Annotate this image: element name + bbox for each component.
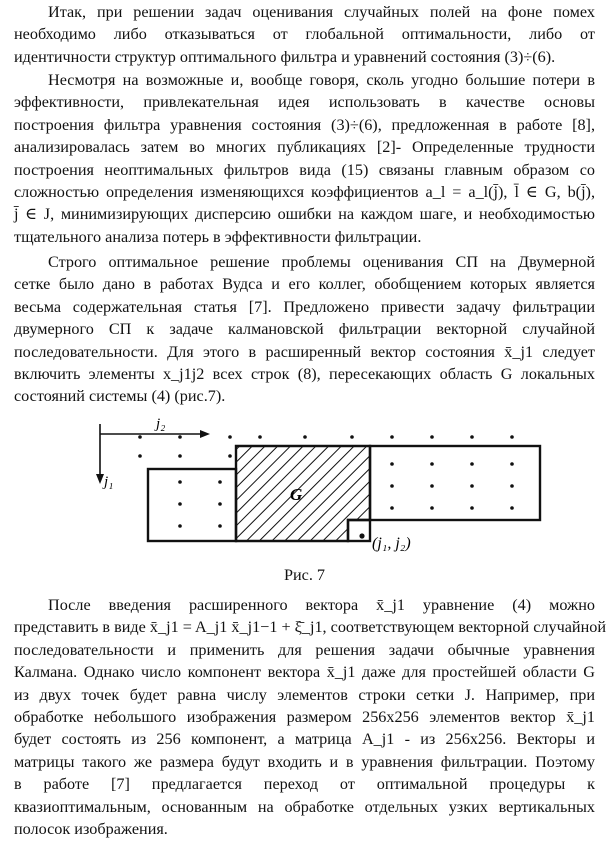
grid-left-block — [148, 469, 236, 541]
text-line: сложностью определения изменяющихся коэффициентов a_l = a_l(j̄), l̄ ∈ G, b(j̄), — [14, 182, 595, 201]
text-line: представить в виде x̄_j1 = A_j1 x̄_j1−1 + ξ̄_j1, соответствующем векторной случайной — [14, 618, 607, 637]
paragraph-2 — [14, 69, 595, 248]
text-line: построения неоптимальных фильтров вида (15) связаны главным образом со — [14, 160, 595, 179]
text-line: построения фильтра уравнения состояния (3)÷(6), предложенная в работе [8], — [14, 115, 595, 134]
text-line: последовательности. Для этого в расширенный вектор состояния x̄_j1 следует — [14, 342, 595, 361]
text-line: j̄ ∈ J, минимизирующих дисперсию ошибки на каждом шаге, и необходимостью — [14, 205, 595, 224]
label-j2: j₂ — [156, 416, 166, 432]
text-line: Итак, при решении задач оценивания случайных полей на фоне помех — [48, 3, 595, 21]
paragraph-3 — [14, 251, 595, 408]
figure-caption: Рис. 7 — [283, 566, 326, 584]
text-line: тщательного анализа потерь в эффективности фильтрации. — [14, 227, 422, 246]
text-line: двумерного СП к задаче калмановской фильтрации векторной случайной — [14, 320, 595, 339]
text-line: Калмана. Однако число компонент вектора x̄_j1 даже для простейшей области G — [14, 663, 595, 682]
grid-right-block — [370, 446, 540, 520]
label-point: (j₁, j₂) — [372, 535, 411, 552]
figure-7 — [80, 414, 550, 564]
paragraph-4 — [14, 594, 607, 840]
text-line: в работе [7] предлагается переход от оптимальной процедуры к — [14, 775, 595, 794]
grid-step-cell — [348, 520, 370, 541]
text-line: анализировалась затем во многих публикациях [2]- Определенные трудности — [14, 138, 595, 157]
text-line: Строго оптимальное решение проблемы оценивания СП на Двумерной — [48, 253, 595, 271]
text-line: необходимо либо отказываться от глобальной оптимальности, либо от — [14, 25, 595, 44]
text-line: После введения расширенного вектора x̄_j1 уравнение (4) можно — [48, 596, 595, 614]
label-j1: j₁ — [104, 474, 114, 490]
text-line: включить элементы x_j1j2 всех строк (8), пересекающих область G локальных — [14, 364, 595, 383]
region-G — [236, 446, 370, 541]
paragraph-1 — [14, 1, 595, 68]
text-line: сетке было дано в работах Вудса и его коллег, обобщением которых является — [14, 275, 595, 294]
text-line: полосок изображения. — [14, 819, 168, 838]
text-line: Несмотря на возможные и, вообще говоря, сколь угодно большие потери в — [48, 71, 595, 89]
text-line: квазиоптимальным, основанным на обработке отдельных узких вертикальных — [14, 797, 595, 816]
text-line: состояний системы (4) (рис.7). — [14, 387, 226, 406]
text-line: из двух точек будет равна числу элементов строки сетки J. Например, при — [14, 685, 595, 704]
text-line: матрицы такого же размера будут входить и в уравнения фильтрации. Поэтому — [14, 752, 595, 771]
text-line: обработке небольшого изображения размером 256x256 элементов вектор x̄_j1 — [14, 707, 595, 726]
label-G: G — [290, 485, 303, 504]
text-line: последовательности и применить для решения задачи обычные уравнения — [14, 640, 595, 659]
text-line: будет состоять из 256 компонент, а матрица A_j1 - из 256x256. Векторы и — [14, 730, 595, 749]
text-line: эффективности, привлекательная идея использовать в качестве основы — [14, 93, 595, 112]
text-line: весьма содержательная статья [7]. Предложено привести задачу фильтрации — [14, 297, 595, 316]
text-line: идентичности структур оптимального фильтра и уравнений состояния (3)÷(6). — [14, 47, 556, 66]
